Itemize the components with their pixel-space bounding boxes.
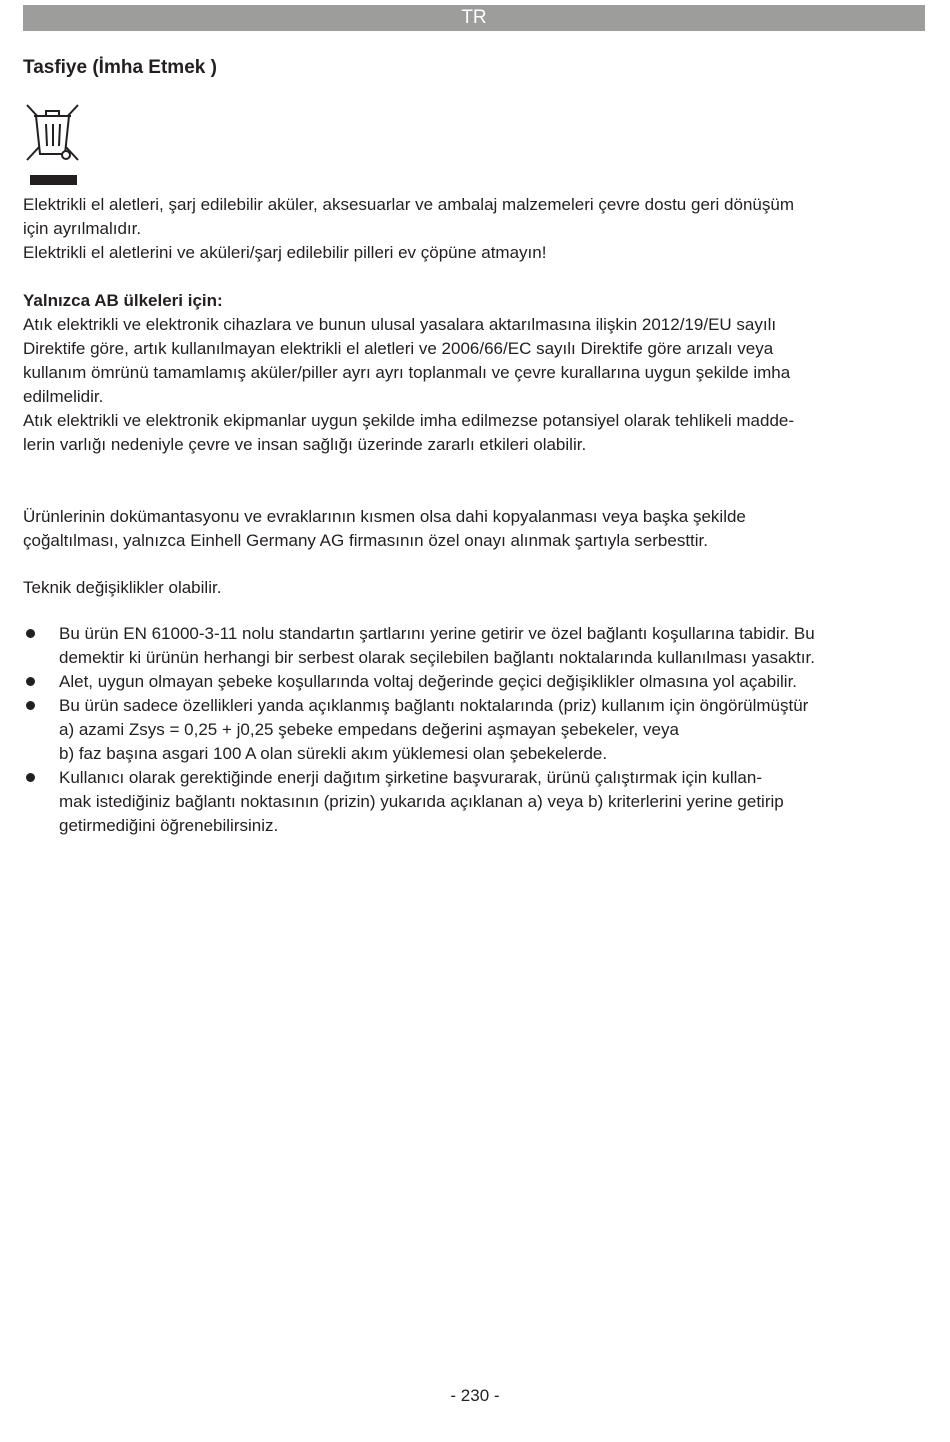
text-line: b) faz başına asgari 100 A olan sürekli akım yüklemesi olan şebekelerde. — [59, 744, 608, 763]
language-header-bar — [23, 5, 925, 31]
text-line: Ürünlerinin dokümantasyonu ve evraklarının kısmen olsa dahi kopyalanması veya başka şekilde — [23, 507, 746, 526]
requirements-list — [23, 622, 928, 838]
list-item — [23, 766, 928, 838]
bullet-icon — [26, 701, 35, 710]
bullet-icon — [26, 677, 35, 686]
bullet-icon — [26, 773, 35, 782]
bullet-icon — [26, 629, 35, 638]
text-line: edilmelidir. — [23, 387, 104, 406]
text-line: için ayrılmalıdır. — [23, 219, 142, 238]
text-line: mak istediğiniz bağlantı noktasının (prizin) yukarıda açıklanan a) veya b) kriterlerini yerine getirip — [59, 792, 784, 811]
text-line: demektir ki ürünün herhangi bir serbest olarak seçilebilen bağlantı noktalarında kullanılması yasaktır. — [59, 648, 815, 667]
list-item — [23, 694, 928, 766]
language-code: TR — [461, 7, 487, 28]
text-line: a) azami Zsys = 0,25 + j0,25 şebeke empedans değerini aşmayan şebekeler, veya — [59, 720, 679, 739]
page-title: Tasfiye (İmha Etmek ) — [23, 57, 217, 78]
text-line: Atık elektrikli ve elektronik ekipmanlar uygun şekilde imha edilmezse potansiyel olarak tehlikeli madde- — [23, 411, 795, 430]
text-line: çoğaltılması, yalnızca Einhell Germany AG firmasının özel onayı alınmak şartıyla serbesttir. — [23, 531, 709, 550]
list-item — [23, 670, 928, 694]
text-line: lerin varlığı nedeniyle çevre ve insan sağlığı üzerinde zararlı etkileri olabilir. — [23, 435, 587, 454]
copyright-notice — [23, 505, 928, 553]
list-item — [23, 622, 928, 670]
eu-section — [23, 289, 928, 457]
text-line: Alet, uygun olmayan şebeke koşullarında voltaj değerinde geçici değişiklikler olmasına yol açabilir. — [59, 672, 798, 691]
text-line: Bu ürün sadece özellikleri yanda açıklanmış bağlantı noktalarında (priz) kullanım için öngörülmüştür — [59, 696, 809, 715]
text-line: getirmediğini öğrenebilirsiniz. — [59, 816, 279, 835]
technical-changes-note: Teknik değişiklikler olabilir. — [23, 578, 222, 597]
text-line: Kullanıcı olarak gerektiğinde enerji dağıtım şirketine başvurarak, ürünü çalıştırmak için kullan- — [59, 768, 762, 787]
text-line: Elektrikli el aletlerini ve aküleri/şarj edilebilir pilleri ev çöpüne atmayın! — [23, 243, 547, 262]
page-number: - 230 - — [450, 1386, 500, 1405]
eu-section-heading: Yalnızca AB ülkeleri için: — [23, 291, 223, 310]
text-line: Bu ürün EN 61000-3-11 nolu standartın şartlarını yerine getirir ve özel bağlantı koşullarına tabidir. Bu — [59, 624, 815, 643]
crossed-out-wheelie-bin-icon — [24, 102, 82, 186]
text-line: Direktife göre, artık kullanılmayan elektrikli el aletleri ve 2006/66/EC sayılı Direktife göre arızalı veya — [23, 339, 774, 358]
text-line: Atık elektrikli ve elektronik cihazlara ve bunun ulusal yasalara aktarılmasına ilişkin 2012/19/EU sayılı — [23, 315, 777, 334]
text-line: Elektrikli el aletleri, şarj edilebilir aküler, aksesuarlar ve ambalaj malzemeleri çevre dostu geri dönüşüm — [23, 195, 794, 214]
recycling-intro — [23, 193, 928, 265]
text-line: kullanım ömrünü tamamlamış aküler/piller ayrı ayrı toplanmalı ve çevre kurallarına uygun şekilde imha — [23, 363, 791, 382]
